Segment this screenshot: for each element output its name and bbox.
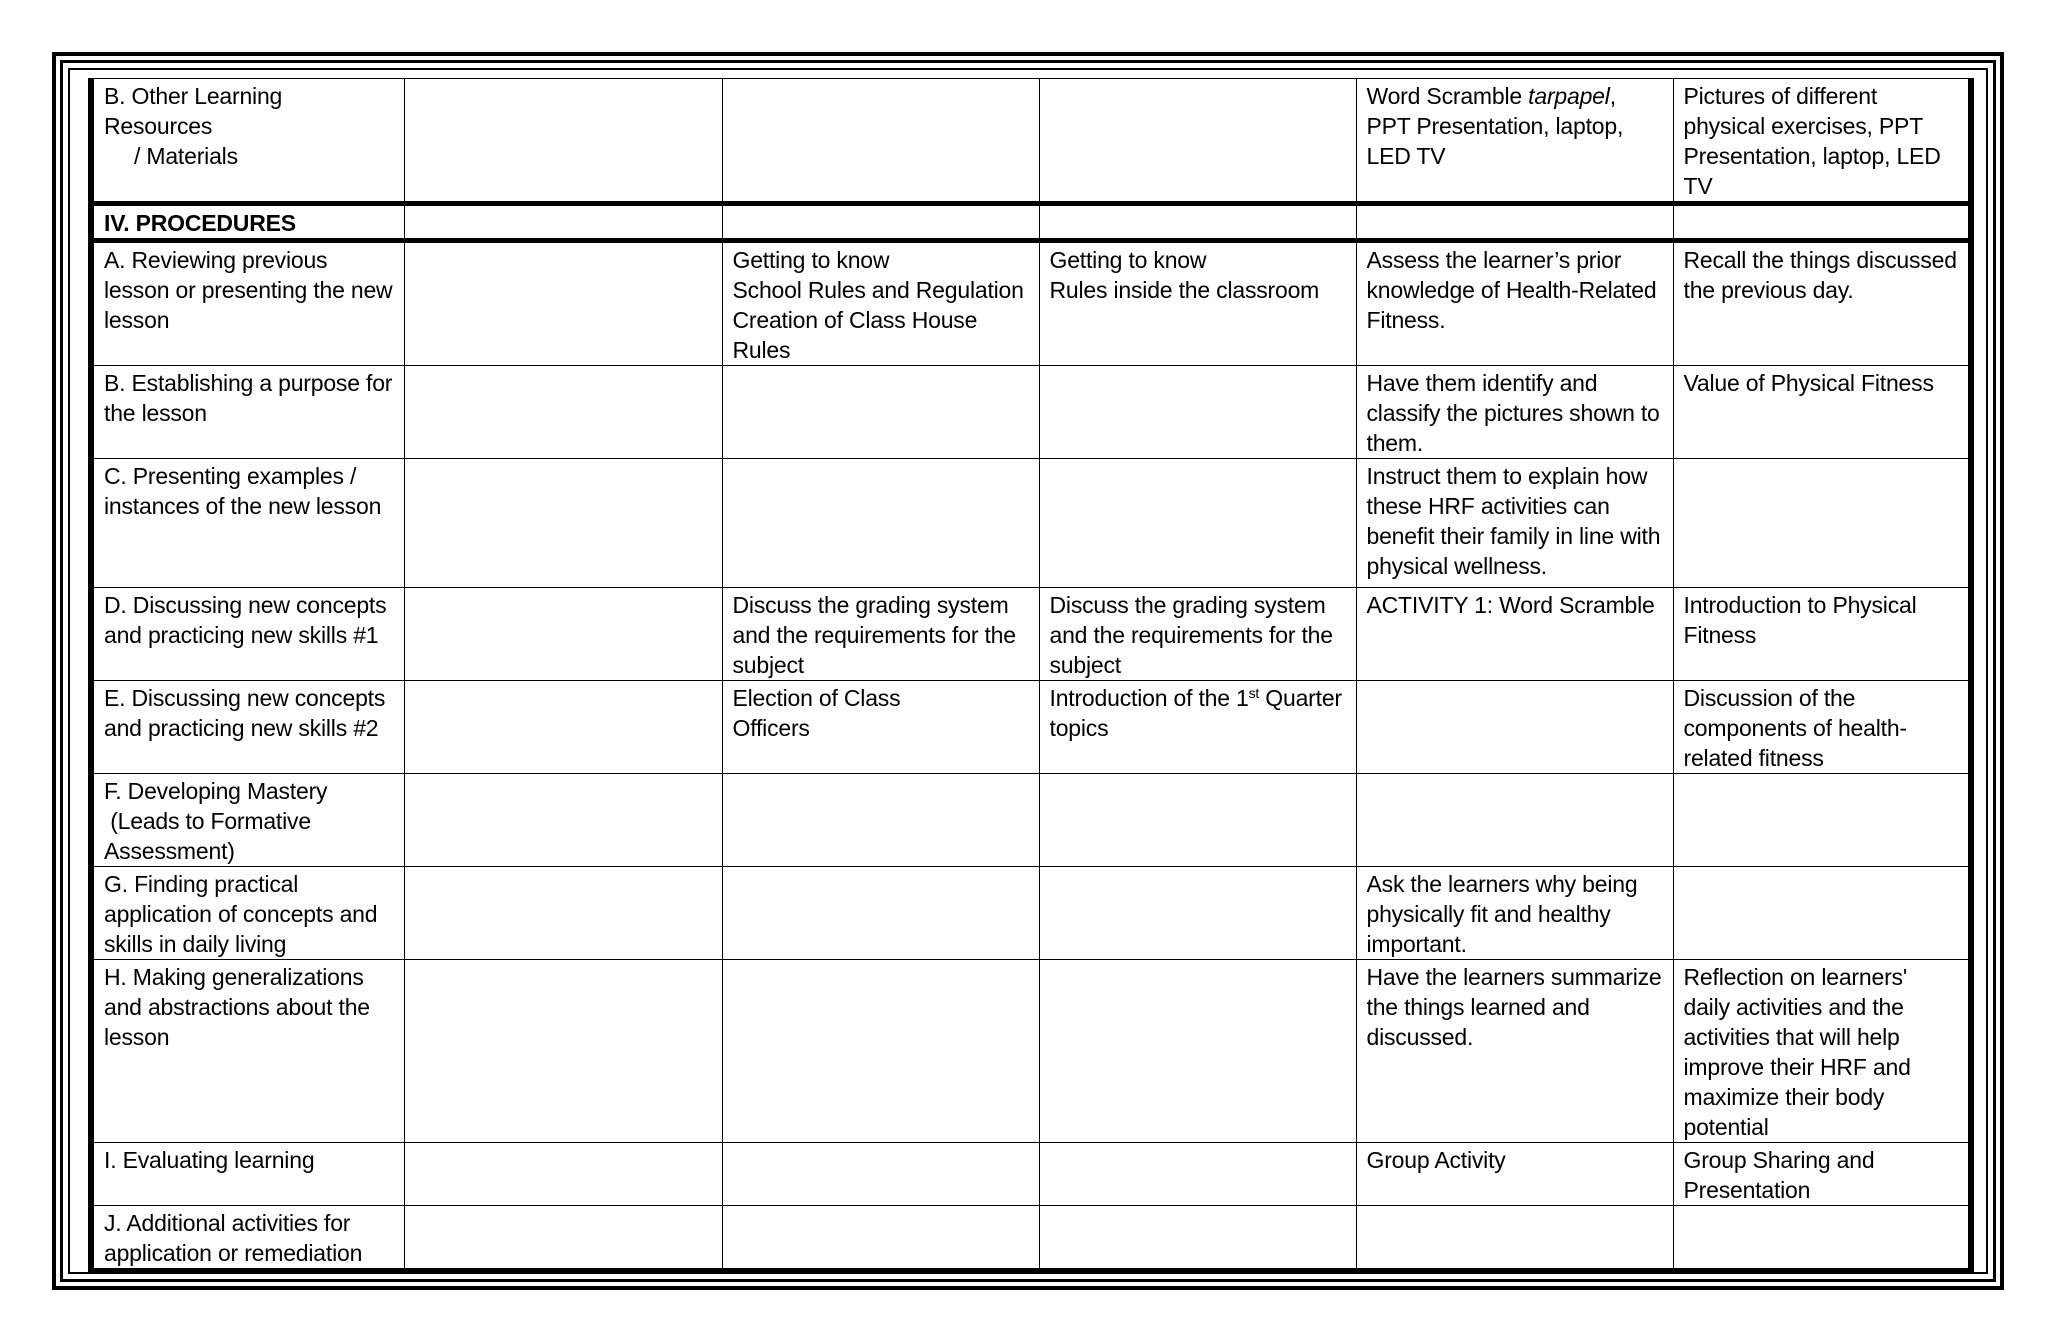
procedure-e-day3-suffix: Quarter topics [1049,685,1342,741]
procedures-header-row [91,204,1971,241]
procedures-header: IV. PROCEDURES [91,204,404,241]
procedure-a-day1 [404,241,722,366]
procedure-f-day4 [1356,774,1673,867]
table-row [91,459,1971,588]
procedure-g-day2 [722,867,1039,960]
procedure-e-day5: Discussion of the components of health-related fitness [1673,681,1971,774]
procedure-c-day4: Instruct them to explain how these HRF activities can benefit their family in line with physical wellness. [1356,459,1673,588]
procedure-h-day1 [404,960,722,1143]
procedure-a-day3-line2: Rules inside the classroom [1049,277,1320,303]
daily-lesson-log-table [88,78,1974,1273]
procedure-c-day3 [1039,459,1356,588]
procedure-b-label: B. Establishing a purpose for the lesson [91,366,404,459]
procedure-a-day3 [1039,241,1356,366]
table-row [91,1206,1971,1271]
procedures-header-day3 [1039,204,1356,241]
resources-label [91,79,404,204]
procedure-a-day2-line3: Creation of Class House Rules [732,307,978,363]
table-row [91,960,1971,1143]
procedure-h-day2 [722,960,1039,1143]
procedure-b-day4: Have them identify and classify the pictures shown to them. [1356,366,1673,459]
procedure-e-day2 [722,681,1039,774]
procedures-header-day4 [1356,204,1673,241]
procedure-f-label [91,774,404,867]
procedure-e-day2-line2: Officers [732,715,810,741]
procedure-e-day2-line1: Election of Class [732,685,901,711]
resources-day2 [722,79,1039,204]
procedure-h-day4: Have the learners summarize the things learned and discussed. [1356,960,1673,1143]
procedure-j-label: J. Additional activities for application or remediation [91,1206,404,1271]
procedure-f-label-line3: Assessment) [104,838,235,864]
procedure-i-day2 [722,1143,1039,1206]
procedure-j-day3 [1039,1206,1356,1271]
procedure-f-day1 [404,774,722,867]
procedure-h-day3 [1039,960,1356,1143]
procedure-a-day5: Recall the things discussed the previous day. [1673,241,1971,366]
procedure-i-day4: Group Activity [1356,1143,1673,1206]
procedure-a-day2 [722,241,1039,366]
table-row [91,588,1971,681]
procedure-a-day3-line1: Getting to know [1049,247,1207,273]
procedure-g-day1 [404,867,722,960]
resources-day4-prefix: Word Scramble [1366,83,1529,109]
procedure-i-day3 [1039,1143,1356,1206]
procedure-f-day3 [1039,774,1356,867]
resources-label-line1: B. Other Learning Resources [104,83,283,139]
procedure-d-day2: Discuss the grading system and the requirements for the subject [722,588,1039,681]
procedure-b-day5: Value of Physical Fitness [1673,366,1971,459]
procedure-a-day2-line2: School Rules and Regulation [732,277,1024,303]
procedure-e-day4 [1356,681,1673,774]
procedure-d-day4: ACTIVITY 1: Word Scramble [1356,588,1673,681]
procedure-d-label: D. Discussing new concepts and practicing new skills #1 [91,588,404,681]
procedure-e-day3-sup: st [1248,685,1260,701]
procedure-c-day1 [404,459,722,588]
procedures-header-day1 [404,204,722,241]
procedure-j-day1 [404,1206,722,1271]
table-row [91,681,1971,774]
resources-day4-suffix: , PPT Presentation, laptop, LED TV [1366,83,1624,169]
procedure-j-day5 [1673,1206,1971,1271]
procedure-f-day5 [1673,774,1971,867]
procedure-e-day3 [1039,681,1356,774]
table-row [91,366,1971,459]
table-row [91,774,1971,867]
procedure-e-label: E. Discussing new concepts and practicing new skills #2 [91,681,404,774]
procedure-b-day1 [404,366,722,459]
procedure-j-day2 [722,1206,1039,1271]
procedure-h-label: H. Making generalizations and abstractions about the lesson [91,960,404,1143]
procedure-a-day4: Assess the learner’s prior knowledge of Health-Related Fitness. [1356,241,1673,366]
procedure-d-day3: Discuss the grading system and the requirements for the subject [1039,588,1356,681]
resources-row [91,79,1971,204]
procedure-f-label-line2: (Leads to Formative [104,808,311,834]
resources-day3 [1039,79,1356,204]
procedure-b-day3 [1039,366,1356,459]
resources-day4-italic: tarpapel [1528,83,1610,109]
procedure-d-day1 [404,588,722,681]
procedure-h-day5: Reflection on learners' daily activities and the activities that will help improve their HRF and maximize their body potential [1673,960,1971,1143]
procedure-d-day5: Introduction to Physical Fitness [1673,588,1971,681]
procedure-i-label: I. Evaluating learning [91,1143,404,1206]
resources-label-line2: / Materials [134,143,238,169]
procedure-i-day5: Group Sharing and Presentation [1673,1143,1971,1206]
procedure-c-label: C. Presenting examples / instances of the new lesson [91,459,404,588]
resources-day1 [404,79,722,204]
procedure-a-label: A. Reviewing previous lesson or presenting the new lesson [91,241,404,366]
procedure-g-day5 [1673,867,1971,960]
procedure-g-day3 [1039,867,1356,960]
table-row [91,241,1971,366]
procedure-f-label-line1: F. Developing Mastery [104,778,328,804]
table-row [91,1143,1971,1206]
procedure-g-label: G. Finding practical application of concepts and skills in daily living [91,867,404,960]
procedures-header-day2 [722,204,1039,241]
resources-day4 [1356,79,1673,204]
procedure-f-day2 [722,774,1039,867]
procedure-e-day1 [404,681,722,774]
procedure-c-day2 [722,459,1039,588]
procedure-g-day4: Ask the learners why being physically fit and healthy important. [1356,867,1673,960]
procedures-header-day5 [1673,204,1971,241]
procedure-c-day5 [1673,459,1971,588]
resources-day5: Pictures of different physical exercises, PPT Presentation, laptop, LED TV [1673,79,1971,204]
procedure-j-day4 [1356,1206,1673,1271]
procedure-b-day2 [722,366,1039,459]
procedure-e-day3-prefix: Introduction of the 1 [1049,685,1249,711]
table-row [91,867,1971,960]
procedure-i-day1 [404,1143,722,1206]
procedure-a-day2-line1: Getting to know [732,247,890,273]
